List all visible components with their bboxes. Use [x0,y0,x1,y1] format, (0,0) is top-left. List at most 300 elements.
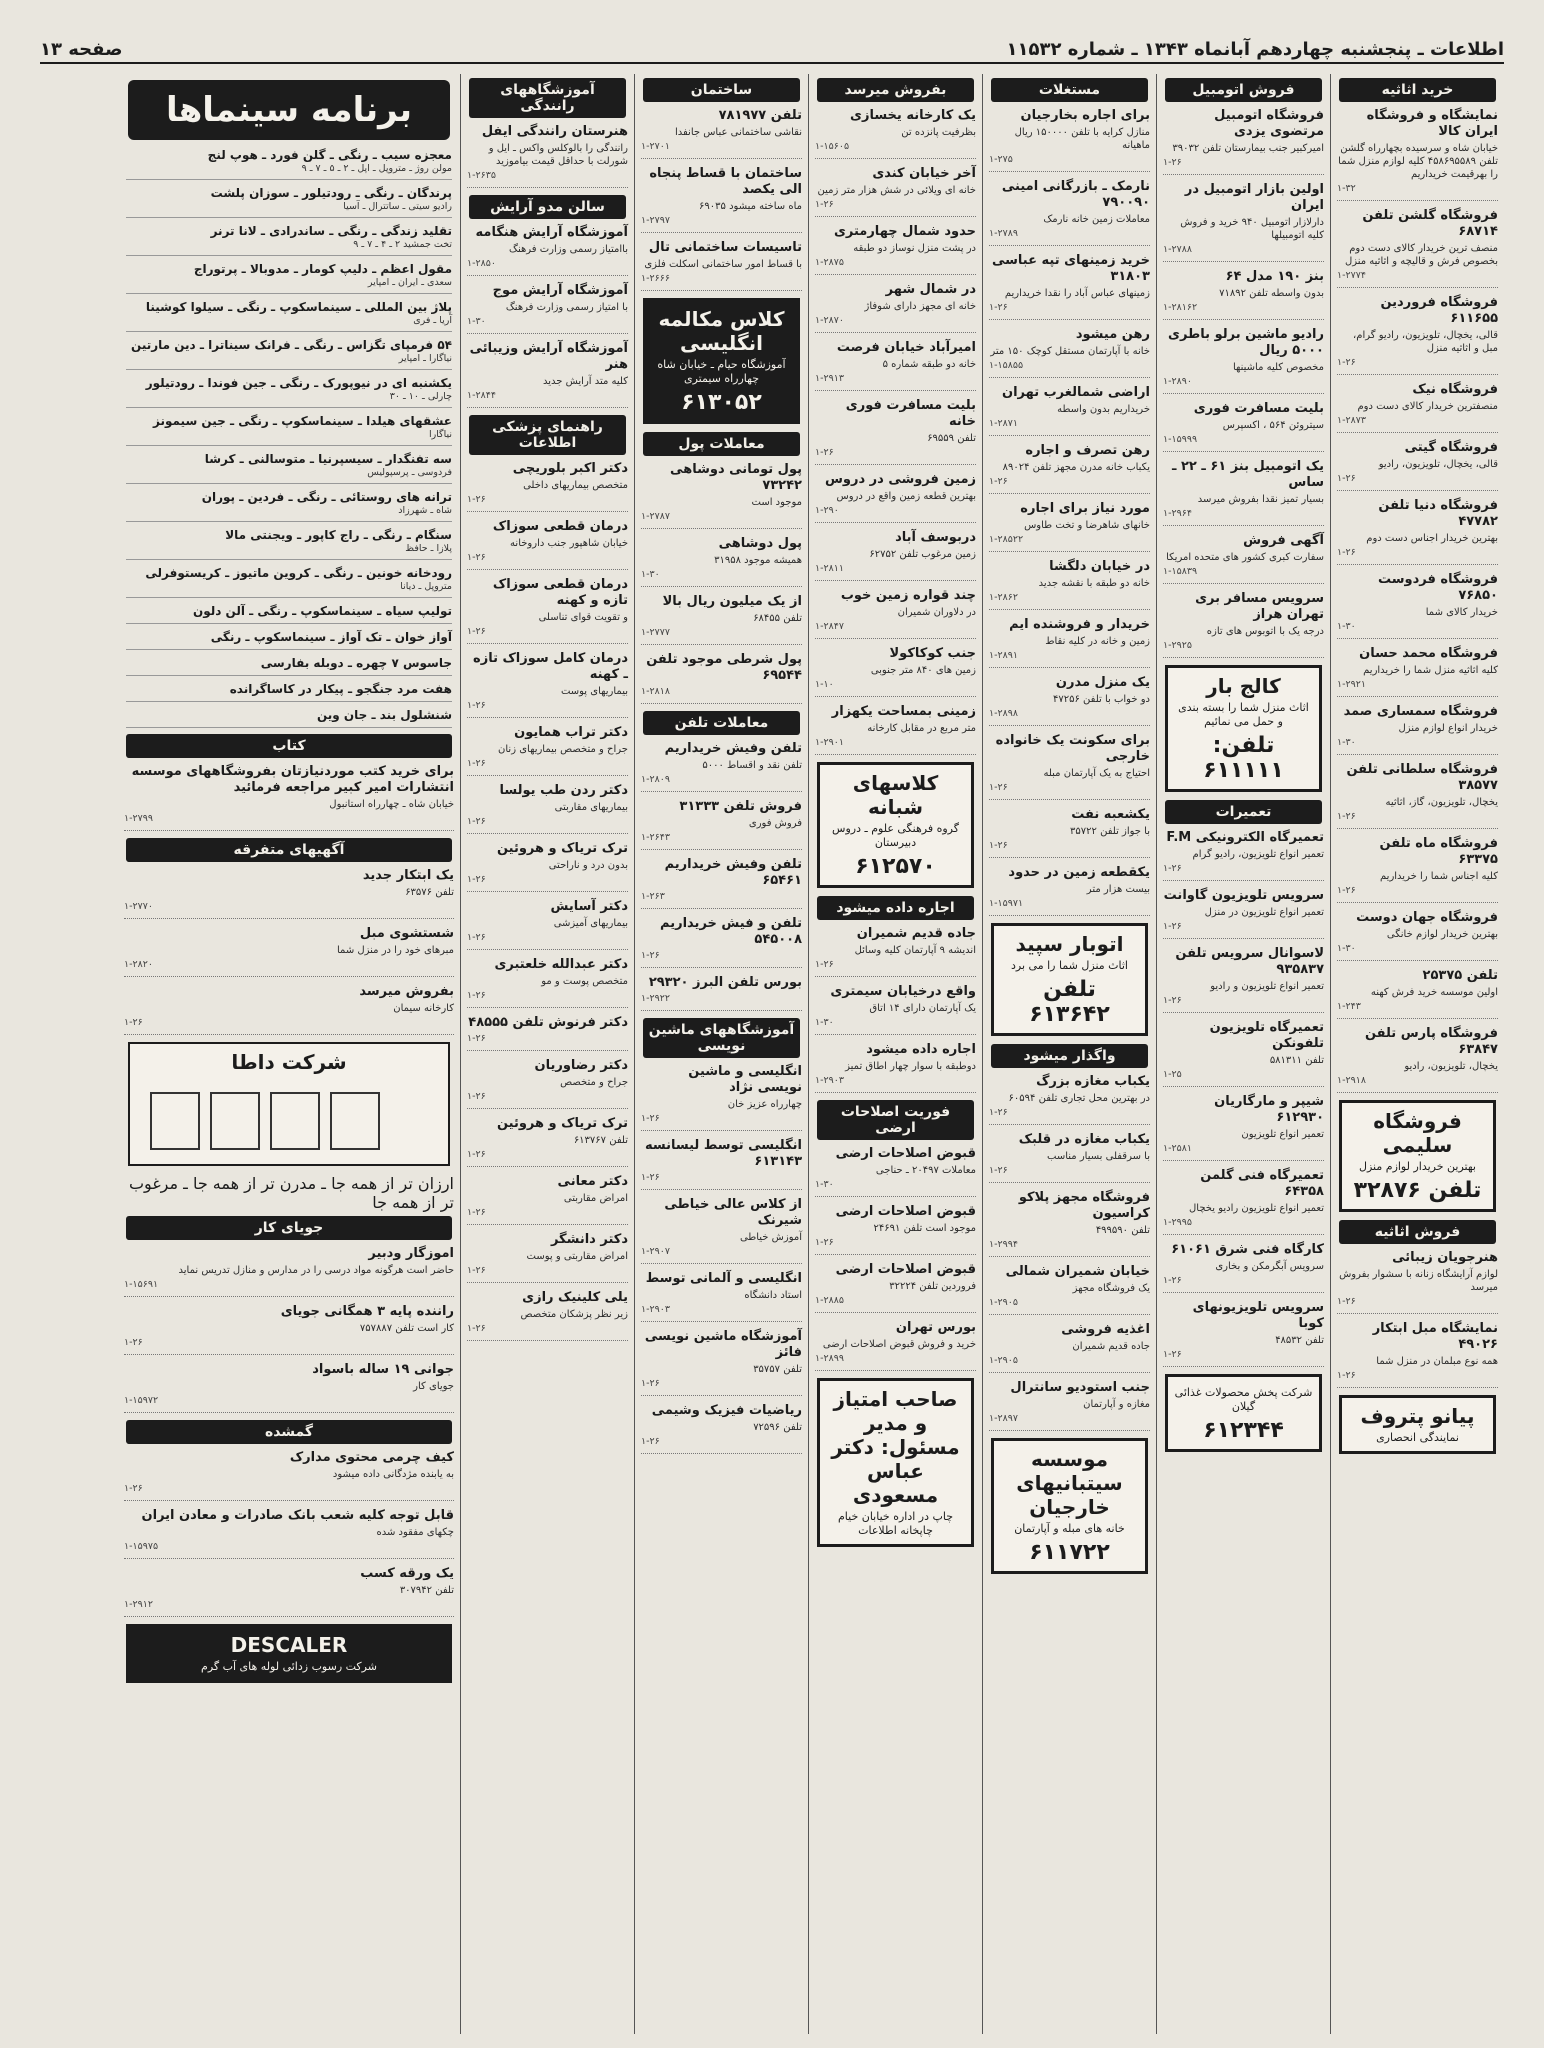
ad-title: هنرجویان زیبائی [1392,1250,1498,1265]
film-theatres: سعدی ـ ایران ـ امپایر [367,277,452,288]
ad-ref: ۱-۲۸۹۹ [815,1353,844,1364]
classified-ad [641,916,802,968]
ad-ref: ۱-۲۶ [467,1265,486,1276]
ad-title: سرویس تلویزیون گاوانت [1163,888,1324,903]
ad-title: قبوض اصلاحات ارضی [835,1204,976,1219]
ad-body: خانهای شاهرضا و تخت طاوس [1024,520,1150,531]
ad-title: کارگاه فنی شرق ۶۱۰۶۱ [1171,1242,1324,1257]
ad-title: فروشگاه فروردین ۶۱۱۶۵۵ [1380,295,1498,326]
ad-title: آموزشگاه آرایش هنگامه [475,225,628,240]
film-theatres: مولن روژ ـ متروپل ـ اپل ـ ۲ ـ ۵ ـ ۷ ـ ۹ [301,163,452,174]
ad-ref: ۱-۱۰ [815,679,834,690]
classified-ad [467,577,628,644]
ad-body: تلفن ۶۹۵۵۹ [927,433,976,444]
classified-ad [124,984,454,1035]
box-ad-body: خانه های مبله و آپارتمان [1014,1522,1125,1535]
ad-ref: ۱-۲۶۶۶ [641,273,670,284]
cinema-listing [126,224,452,256]
film-title: پرندگان ـ رنگی ـ رودتیلور ـ سوزان پلشت [210,186,452,200]
ad-body: بیماریهای پوست [560,686,628,697]
section-header: اجاره داده میشود [817,896,974,920]
film-theatres: شاه ـ شهرزاد [398,505,452,516]
ad-body: قالی، یخچال، تلویزیون، رادیو گرام، مبل و اثاثیه منزل [1353,330,1498,354]
ad-body: آموزش خیاطی [739,1232,802,1243]
ad-ref: ۱-۳۰ [1337,943,1356,954]
boxed-ad [991,1438,1148,1574]
ad-ref: ۱-۲۸۷۰ [815,315,844,326]
ad-ref: ۱-۲۸۷۳ [1337,415,1366,426]
ad-ref: ۱-۲۸۵۲۲ [989,534,1024,545]
ad-ref: ۱-۳۰ [641,569,660,580]
box-ad-title: فروشگاه سلیمی [1373,1109,1462,1157]
cinema-listing [126,300,452,332]
ad-body: و تقویت قوای تناسلی [538,612,628,623]
ad-ref: ۱-۲۶ [467,1033,486,1044]
ad-ref: ۱-۲۸۹۱ [989,650,1018,661]
ad-ref: ۱-۱۵۶۹۱ [124,1279,159,1290]
section-header: واگذار میشود [991,1044,1148,1068]
classified-ad [815,1320,976,1371]
ad-ref: ۱-۲۹۱۸ [1337,1075,1366,1086]
ad-ref: ۱-۲۷۷۷ [641,627,670,638]
ad-body: با جواز تلفن ۳۵۷۲۲ [1070,826,1150,837]
film-title: آواز خوان ـ تک آواز ـ سینماسکوپ ـ رنگی [210,630,452,644]
ad-body: یخچال، تلویزیون، رادیو [1404,1061,1498,1072]
ad-title: حدود شمال چهارمتری [833,224,976,239]
classified-ad [641,1403,802,1454]
ad-title: ساختمان با قساط پنجاه الی یکصد [649,166,802,197]
ad-ref: ۱-۳۰ [1337,621,1356,632]
ad-ref: ۱-۱۵۸۳۹ [1163,566,1198,577]
classified-ad [124,926,454,977]
ad-body: خیابان شاه ـ چهارراه استانبول [329,799,454,810]
ad-title: بورس تهران [895,1320,976,1335]
classified-ad [641,1197,802,1264]
ad-ref: ۱-۳۰ [1337,737,1356,748]
ad-body: چکهای مفقود شده [376,1527,454,1538]
ad-body: یکباب خانه مدرن مجهز تلفن ۸۹۰۲۴ [1002,462,1150,473]
ad-title: برای خرید کتب موردنیازتان بفروشگاههای موسسه انتشارات امیر کبیر مراجعه فرمائید [131,764,454,795]
ad-body: تلفن ۶۱۳۷۶۷ [573,1135,628,1146]
classified-ad [1337,1321,1498,1388]
classified-ad [1337,1026,1498,1093]
ad-ref: ۱-۲۶ [467,758,486,769]
ad-title: خیابان شمیران شمالی [1005,1264,1150,1279]
ad-title: اجاره داده میشود [866,1042,976,1057]
cinema-listing [126,148,452,180]
classified-ad [989,807,1150,858]
ad-ref: ۱-۲۶ [641,1113,660,1124]
classified-ad [467,1174,628,1225]
ad-ref: ۱-۱۵۹۷۱ [989,898,1024,909]
box-ad-title: پیانو پتروف [1360,1404,1475,1428]
classified-ad [641,594,802,645]
cinema-listing [126,656,452,676]
ad-title: یک ورقه کسب [360,1566,454,1581]
cinema-listing [126,376,452,408]
classified-ad [467,341,628,408]
cinema-listing [126,452,452,484]
ad-ref: ۱-۲۶ [467,874,486,885]
classified-ad [815,282,976,333]
classified-ad [1337,208,1498,288]
ad-title: یکشعبه نفت [1071,807,1150,822]
ad-title: هنرستان رانندگی ایفل [481,124,628,139]
ad-title: یکباب مغازه در قلبک [1018,1132,1150,1147]
boxed-ad [1339,1100,1496,1212]
section-header: فوریت اصلاحات ارضی [817,1100,974,1140]
ad-body: منصفترین خریدار کالای دست دوم [1357,401,1498,412]
ad-body: تلفن ۴۹۹۵۹۰ [1095,1225,1150,1236]
ad-title: تلفن ۲۵۳۷۵ [1422,968,1498,983]
classified-ad [989,1132,1150,1183]
ad-body: احتیاج به یک آپارتمان مبله [1043,768,1150,779]
ad-title: دکتر دانشگر [550,1232,628,1247]
ad-ref: ۱-۲۸۹۰ [1163,376,1192,387]
ad-body: در دلاوران شمیران [897,607,976,618]
ad-ref: ۱-۲۶ [467,990,486,1001]
classified-ad [641,108,802,159]
page-number: صفحه ۱۳ [40,38,123,60]
box-ad-title: کلاسهای شبانه [852,771,939,819]
ad-body: حاضر است هرگونه مواد درسی را در مدارس و منازل تدریس نماید [178,1265,454,1276]
cinema-listing [126,528,452,560]
classified-ad [641,1138,802,1190]
ad-body: متخصص پوست و مو [541,976,628,987]
box-ad-body: چاپ در اداره خیابان خیام چاپخانه اطلاعات [837,1510,954,1537]
ad-body: با امتیاز رسمی وزارت فرهنگ [505,302,628,313]
ad-body: کار است تلفن ۷۵۷۸۸۷ [359,1323,454,1334]
ad-ref: ۱-۲۹۲۵ [1163,640,1192,651]
classified-ad [124,868,454,919]
ad-title: پول دوشاهی [718,536,802,551]
classified-ad [467,1058,628,1109]
descaler-body: شرکت رسوب زدائی لوله های آب گرم [201,1660,377,1673]
ad-body: خریدار انواع لوازم منزل [1398,723,1498,734]
ad-ref: ۱-۲۷۸۷ [641,511,670,522]
classified-ad [1337,968,1498,1019]
ad-body: دو خواب با تلفن ۴۷۲۵۶ [1053,694,1150,705]
ad-ref: ۱-۲۹۰۵ [989,1297,1018,1308]
box-ad-phone: ۶۱۱۷۲۲ [1029,1540,1110,1565]
classified-ad [1337,382,1498,433]
ad-ref: ۱-۲۶ [1337,885,1356,896]
ad-title: درمان کامل سوزاک تازه ـ کهنه [473,651,628,682]
ad-ref: ۱-۲۶ [989,782,1008,793]
film-title: پلاژ بین المللی ـ سینماسکوپ ـ رنگی ـ سیلوا کوشینا [145,300,452,314]
ad-body: مخصوص کلیه ماشینها [1232,362,1324,373]
ad-body: تعمیر انواع تلویزیون، رادیو گرام [1192,849,1324,860]
classified-ad [467,1116,628,1167]
classified-ad [815,588,976,639]
ad-title: آموزشگاه آرایش وزیبائی هنر [469,341,628,372]
box-ad-body: گروه فرهنگی علوم ـ دروس دبیرستان [832,822,959,849]
ad-title: دکتر عبدالله خلعتبری [494,957,628,972]
classified-ad [989,179,1150,246]
ad-title: قبوض اصلاحات ارضی [835,1262,976,1277]
classified-ad [1163,1020,1324,1087]
classified-ad [124,1508,454,1559]
ad-title: تلفن وفیش خریداریم ۶۵۴۶۱ [664,857,802,888]
ad-body: زیر نظر پزشکان متخصص [520,1309,628,1320]
ad-body: تلفن ۶۳۵۷۶ [405,887,454,898]
box-ad-title: کالج بار [1206,674,1281,698]
ad-body: خریداریم بدون واسطه [1057,404,1150,415]
ad-title: پول شرطی موجود تلفن ۶۹۵۴۴ [646,652,802,683]
ad-ref: ۱-۲۴۳ [1337,1001,1361,1012]
ad-title: آخر خیابان کندی [872,166,976,181]
cinema-listing [126,682,452,702]
classified-ad [989,1264,1150,1315]
ad-ref: ۱-۲۶ [989,476,1008,487]
ad-ref: ۱-۲۹۰۳ [815,1075,844,1086]
ad-body: سرویس آبگرمکن و بخاری [1215,1261,1324,1272]
ad-body: تعمیر انواع تلویزیون و رادیو [1210,981,1324,992]
ad-body: تلفن ۶۸۴۵۵ [753,613,802,624]
section-header: راهنمای پزشکی اطلاعات [469,415,626,455]
ad-title: تلفن وفیش خریداریم [664,741,802,756]
ad-ref: ۱-۲۶۴۳ [641,832,670,843]
column-c2 [1156,74,1330,2034]
ad-ref: ۱-۲۹۰۳ [641,1304,670,1315]
ad-body: زمینهای عباس آباد را نقدا خریداریم [1004,288,1150,299]
film-title: معجزه سیب ـ رنگی ـ گلن فورد ـ هوپ لنج [207,148,452,162]
ad-title: جوانی ۱۹ ساله باسواد [312,1362,454,1377]
ad-body: بدون واسطه تلفن ۷۱۸۹۲ [1219,288,1324,299]
ad-title: فروش تلفن ۳۱۳۳۳ [679,799,802,814]
ad-ref: ۱-۲۶۳۵ [467,170,496,181]
film-title: مقول اعظم ـ دلیپ کومار ـ مدوبالا ـ پرتوراج [193,262,452,276]
classified-ad [1163,269,1324,320]
classified-ad [467,841,628,892]
ad-ref: ۱-۲۶ [124,1017,143,1028]
ad-body: بیست هزار متر [1086,884,1150,895]
daal-body: ارزان تر از همه جا ـ مدرن تر از همه جا ـ مرغوب تر از همه جا [128,1174,454,1212]
classified-ad [641,741,802,792]
classified-ad [989,617,1150,668]
box-ad-phone: تلفن: ۶۱۱۱۱۱ [1203,733,1284,783]
classified-ad [815,1262,976,1313]
ad-title: فروشگاه ماه تلفن ۶۳۳۷۵ [1379,836,1498,867]
cabinet-shape [150,1092,200,1150]
ad-body: دارلازار اتومبیل ۹۴۰ خرید و فروش کلیه اتومبیلها [1180,217,1324,241]
ad-ref: ۱-۱۵۹۷۵ [124,1541,159,1552]
classified-ad [1337,1250,1498,1314]
classified-ad [641,857,802,909]
ad-title: زمینی بمساحت یکهزار [831,704,976,719]
film-title: ترانه های روستائی ـ رنگی ـ فردین ـ پوران [201,490,452,504]
classified-ad [124,1450,454,1501]
ad-ref: ۱-۲۶ [1337,547,1356,558]
ad-ref: ۱-۱۵۸۵۵ [989,360,1024,371]
ad-title: اموزگار ودبیر [368,1246,454,1261]
ad-ref: ۱-۲۶ [467,816,486,827]
section-header: مستغلات [991,78,1148,102]
ad-title: دکتر آسایش [550,899,628,914]
ad-body: با سرقفلی بسیار مناسب [1047,1151,1150,1162]
columns-container [40,74,1504,2034]
ad-ref: ۱-۲۶ [1337,1370,1356,1381]
ad-body: خانه با آپارتمان مستقل کوچک ۱۵۰ متر [990,346,1150,357]
ad-body: قالی، یخچال، تلویزیون، رادیو [1378,459,1498,470]
classified-ad [641,240,802,291]
ad-title: فروشگاه محمد حسان [1359,646,1498,661]
ad-body: جاده قدیم شمیران [1072,1341,1150,1352]
box-ad-body: اثاث منزل شما را بسته بندی و حمل می نمائیم [1178,701,1309,728]
ad-title: قبوض اصلاحات ارضی [835,1146,976,1161]
classified-ad [815,1146,976,1197]
ad-title: خریدار و فروشنده ایم [1009,617,1150,632]
section-header: سالن مدو آرایش [469,195,626,219]
ad-title: بنز ۱۹۰ مدل ۶۴ [1225,269,1324,284]
cinema-listing [126,186,452,218]
film-title: شنشلول بند ـ جان وین [316,708,452,722]
ad-ref: ۱-۲۷۸۹ [989,228,1018,239]
column-c6 [460,74,634,2034]
section-header: گمشده [126,1420,452,1444]
ad-title: چند قواره زمین خوب [840,588,976,603]
ad-ref: ۱-۲۶ [989,840,1008,851]
ad-title: اغذیه فروشی [1061,1322,1150,1337]
classified-ad [1163,1094,1324,1161]
ad-title: بورس تلفن البرز ۲۹۳۲۰ [648,975,802,990]
ad-body: منازل کرایه با تلفن ۱۵۰۰۰۰ ریال ماهیانه [1014,127,1150,151]
ad-ref: ۱-۲۶ [989,1107,1008,1118]
section-header: جویای کار [126,1216,452,1240]
ad-title: در خیابان دلگشا [1049,559,1150,574]
ad-title: سرویس تلویزیونهای کوبا [1192,1300,1324,1331]
box-ad-body: اثاث منزل شما را می برد [1011,959,1128,972]
film-title: سنگام ـ رنگی ـ راج کاپور ـ ویجنتی مالا [225,528,452,542]
ad-title: برای سکونت یک خانواده خارجی [995,733,1150,764]
section-header: خرید اثاثیه [1339,78,1496,102]
classified-ad [1163,1242,1324,1293]
ad-body: فروردین تلفن ۳۲۲۲۴ [889,1281,976,1292]
ad-title: تلفن و فیش خریداریم ۵۴۵۰۰۸ [660,916,802,947]
ad-ref: ۱-۲۸۰۹ [641,774,670,785]
classified-ad [815,224,976,275]
ad-body: معاملات زمین خانه نارمک [1043,214,1150,225]
ad-ref: ۱-۲۹۹۴ [989,1239,1018,1250]
issue-line: اطلاعات ـ پنجشنبه چهاردهم آبانماه ۱۳۴۳ ـ شماره ۱۱۵۳۲ [1006,38,1504,60]
column-c4 [808,74,982,2034]
classified-ad [1163,1300,1324,1367]
ad-body: کلیه اثاثیه منزل شما را خریداریم [1363,665,1498,676]
classified-ad [815,166,976,217]
ad-ref: ۱-۲۶ [641,1378,660,1389]
ad-body: در بهترین محل تجاری تلفن ۶۰۵۹۴ [1008,1093,1150,1104]
ad-ref: ۱-۲۶ [1337,811,1356,822]
ad-ref: ۱-۲۸۱۶۲ [1163,302,1198,313]
classified-ad [989,443,1150,494]
ad-body: تعمیر انواع تلویزیون در منزل [1204,907,1324,918]
ad-body: بهترین خریدار اجناس دست دوم [1366,533,1498,544]
ad-title: سرویس مسافر بری تهران هراز [1195,591,1324,622]
box-ad-body: آموزشگاه حیام ـ خیابان شاه چهارراه سیمتری [657,358,786,385]
ad-body: تلفن ۳۵۷۵۷ [753,1364,802,1375]
ad-ref: ۱-۲۶ [467,932,486,943]
ad-body: در پشت منزل نوساز دو طبقه [853,243,976,254]
ad-title: یکقطعه زمین در حدود [1008,865,1150,880]
film-theatres: نیاگارا [428,429,452,440]
cinema-listing [126,566,452,598]
ad-body: خریدار کالای شما [1425,607,1498,618]
ad-ref: ۱-۲۶ [1337,1296,1356,1307]
ad-title: واقع درخیابان سیمتری [830,984,976,999]
ad-ref: ۱-۳۰ [467,316,486,327]
ad-ref: ۱-۲۶۳ [641,891,665,902]
film-title: سه تفنگدار ـ سیسپرنیا ـ متوسالنی ـ کرشا [204,452,452,466]
ad-body: سیتروئن ۵۶۴ ، اکسپرس [1222,420,1324,431]
ad-body: معاملات ۲۰۴۹۷ ـ حناجی [875,1165,976,1176]
classified-ad [1163,946,1324,1013]
ad-title: آموزشگاه آرایش موج [492,283,628,298]
ad-body: یک آپارتمان دارای ۱۴ اتاق [869,1003,976,1014]
ad-title: شستشوی مبل [359,926,454,941]
ad-title: فروشگاه سمساری صمد [1343,704,1498,719]
box-ad-title: موسسه سیتبانیهای خارجیان [1016,1447,1123,1519]
ad-ref: ۱-۲۶ [641,950,660,961]
section-header: فروش اثاثیه [1339,1220,1496,1244]
boxed-ad [1165,665,1322,792]
box-ad-phone: ۶۱۳۰۵۲ [681,390,762,415]
ad-body: استاد دانشگاه [744,1290,802,1301]
ad-ref: ۱-۲۶ [467,1323,486,1334]
classified-ad [467,783,628,834]
ad-title: فروشگاه سلطانی تلفن ۳۸۵۷۷ [1346,762,1498,793]
classified-ad [1337,498,1498,565]
ad-title: اراضی شمالغرب تهران [1001,385,1150,400]
ad-ref: ۱-۲۶ [467,494,486,505]
ad-ref: ۱-۲۶ [124,1337,143,1348]
ad-body: خانه ای ویلائی در شش هزار متر زمین [817,185,976,196]
ad-title: راننده پایه ۳ همگانی جویای [280,1304,454,1319]
ad-title: انگلیسی توسط لیسانسه ۶۱۳۱۴۳ [645,1138,802,1169]
ad-body: تلفن ۵۸۱۳۱۱ [1269,1055,1324,1066]
ad-body: ماه ساخته میشود ۶۹۰۳۵ [699,201,802,212]
film-title: تقلید زندگی ـ رنگی ـ ساندرادی ـ لانا ترنر [210,224,452,238]
ad-body: رانندگی را بالوکلس واکس ـ ایل و شورلت با حداقل قیمت بیاموزید [488,143,628,167]
classified-ad [989,865,1150,916]
ad-ref: ۱-۲۶ [815,959,834,970]
ad-title: در شمال شهر [885,282,976,297]
ad-title: مورد نیاز برای اجاره [1020,501,1150,516]
ad-ref: ۱-۲۸۲۰ [124,959,153,970]
box-ad-body: شرکت پخش محصولات غذائی گیلان [1174,1386,1313,1413]
ad-body: اولین موسسه خرید فرش کهنه [1370,987,1498,998]
boxed-ad [991,923,1148,1036]
classified-ad [1337,440,1498,491]
cinema-banner: برنامه سینماها [128,80,450,140]
classified-ad [467,283,628,334]
ad-body: فروش فوری [748,818,802,829]
boxed-ad [643,298,800,424]
ad-title: ترک تریاک و هروئین [496,1116,628,1131]
ad-body: بسیار تمیز نقدا بفروش میرسد [1197,494,1324,505]
ad-body: تعمیر انواع تلویزیون رادیو یخچال [1189,1203,1324,1214]
ad-title: شیپر و مارگاریان ۶۱۲۹۳۰ [1214,1094,1324,1125]
section-header: آموزشگاههای رانندگی [469,78,626,118]
ad-title: کیف چرمی محتوی مدارک [289,1450,454,1465]
box-ad-phone: تلفن ۶۱۳۶۴۲ [1029,977,1110,1027]
section-header: ساختمان [643,78,800,102]
ad-ref: ۱-۲۹۱۲ [124,1599,153,1610]
ad-title: یک اتومبیل بنز ۶۱ ـ ۲۲ ـ ساس [1171,459,1324,490]
ad-title: یکباب مغازه بزرگ [1036,1074,1150,1089]
classified-ad [815,530,976,581]
ad-title: نارمک ـ بازرگانی امینی ۷۹۰۰۹۰ [1001,179,1150,210]
ad-ref: ۱-۲۶ [1163,1275,1182,1286]
